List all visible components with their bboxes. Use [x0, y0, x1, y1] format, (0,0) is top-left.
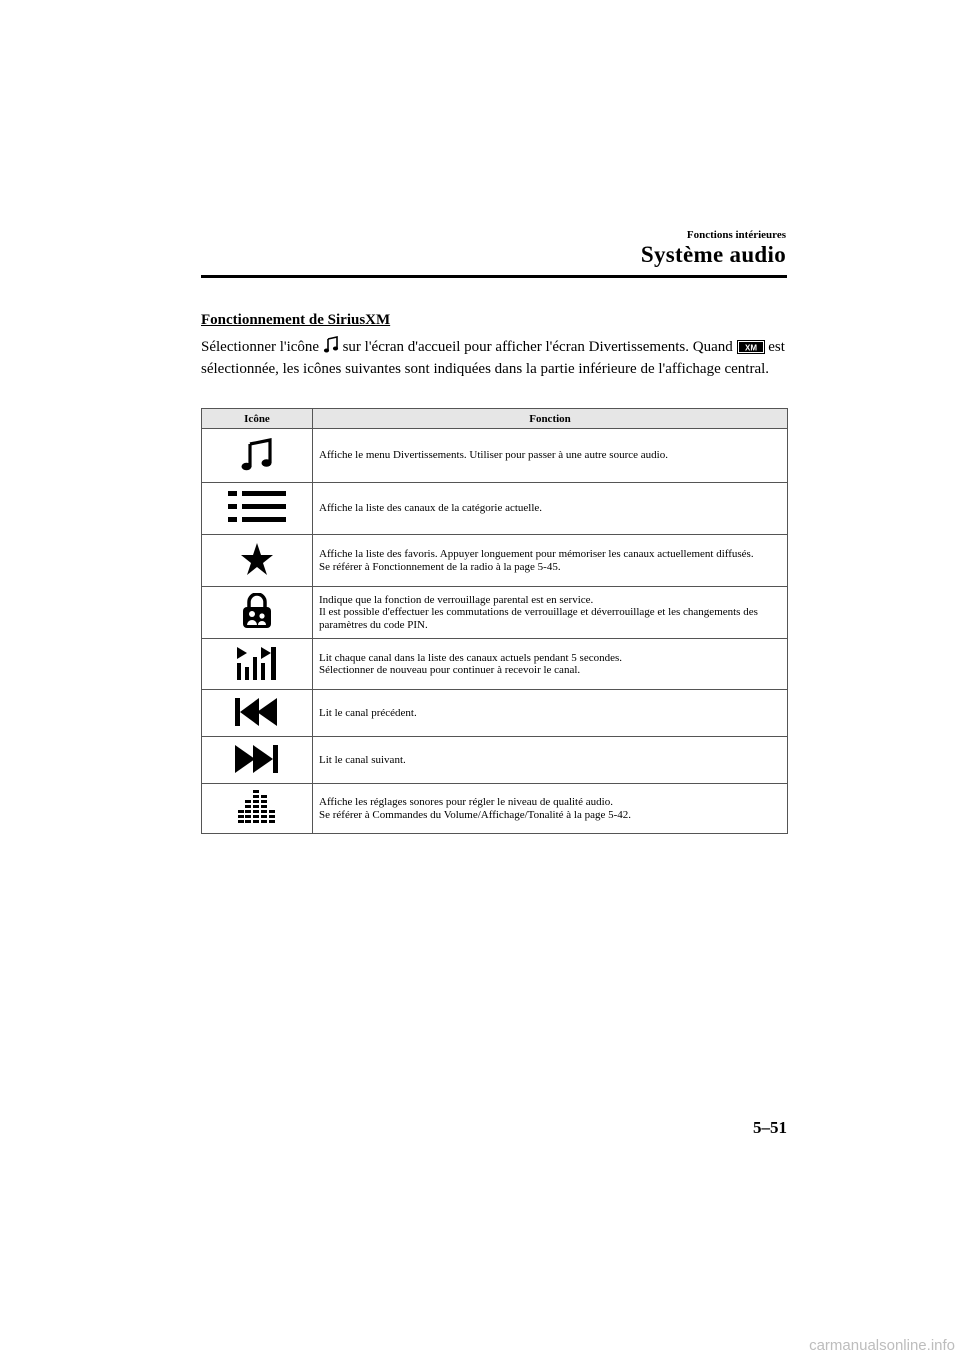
intro-part-1: Sélectionner l'icône [201, 339, 323, 355]
intro-paragraph [201, 336, 791, 379]
xm-icon-label: XM [744, 343, 757, 353]
parental-lock-icon [241, 620, 273, 632]
scan-icon [237, 672, 277, 684]
row-text: Affiche le menu Divertissements. Utiliser pour passer à une autre source audio. [319, 449, 668, 462]
star-icon [240, 567, 274, 579]
page-number: 5–51 [753, 1118, 787, 1137]
table-row [202, 535, 788, 587]
table-row [202, 483, 788, 535]
next-channel-icon [235, 764, 279, 776]
table-row [202, 737, 788, 784]
row-text: Lit le canal suivant. [319, 753, 406, 766]
row-text: Indique que la fonction de verrouillage parental est en service. Il est possible d'effectuer les commutations de verrouillage et déverrouillage et les changements des paramètres du code PIN. [319, 593, 758, 631]
header-rule [201, 275, 787, 278]
intro-part-3: est sélectionnée, les icônes suivantes sont indiquées dans la partie inférieure de l'affichage central. [201, 339, 785, 377]
row-text: Lit chaque canal dans la liste des canaux actuels pendant 5 secondes. Sélectionner de nouveau pour continuer à recevoir le canal. [319, 651, 622, 676]
table-row [202, 429, 788, 483]
music-note-icon [240, 462, 274, 474]
page-title: Système audio [640, 242, 786, 267]
chapter-label: Fonctions intérieures [686, 229, 786, 241]
row-text: Affiche les réglages sonores pour régler le niveau de qualité audio. Se référer à Commandes du Volume/Affichage/Tonalité à la page 5-42. [319, 796, 632, 821]
table-row [202, 639, 788, 690]
icon-function-table [201, 408, 788, 834]
row-text: Lit le canal précédent. [319, 706, 417, 719]
siriusxm-icon [737, 340, 765, 360]
table-row [202, 587, 788, 639]
table-row [202, 784, 788, 834]
col-header-icon: Icône [202, 409, 313, 429]
row-text: Affiche la liste des canaux de la catégorie actuelle. [319, 502, 543, 515]
intro-part-2: sur l'écran d'accueil pour afficher l'écran Divertissements. Quand [342, 339, 737, 355]
previous-channel-icon [235, 717, 279, 729]
col-header-function: Fonction [313, 409, 788, 429]
table-row [202, 690, 788, 737]
sound-settings-icon [238, 815, 276, 827]
section-title: Fonctionnement de SiriusXM [201, 312, 391, 328]
watermark: carmanualsonline.info [809, 1337, 955, 1354]
channel-list-icon [228, 515, 286, 527]
music-note-icon [323, 336, 339, 360]
row-text: Affiche la liste des favoris. Appuyer longuement pour mémoriser les canaux actuellement diffusés. Se référer à Fonctionnement de la radio à la page 5-45. [319, 548, 754, 573]
